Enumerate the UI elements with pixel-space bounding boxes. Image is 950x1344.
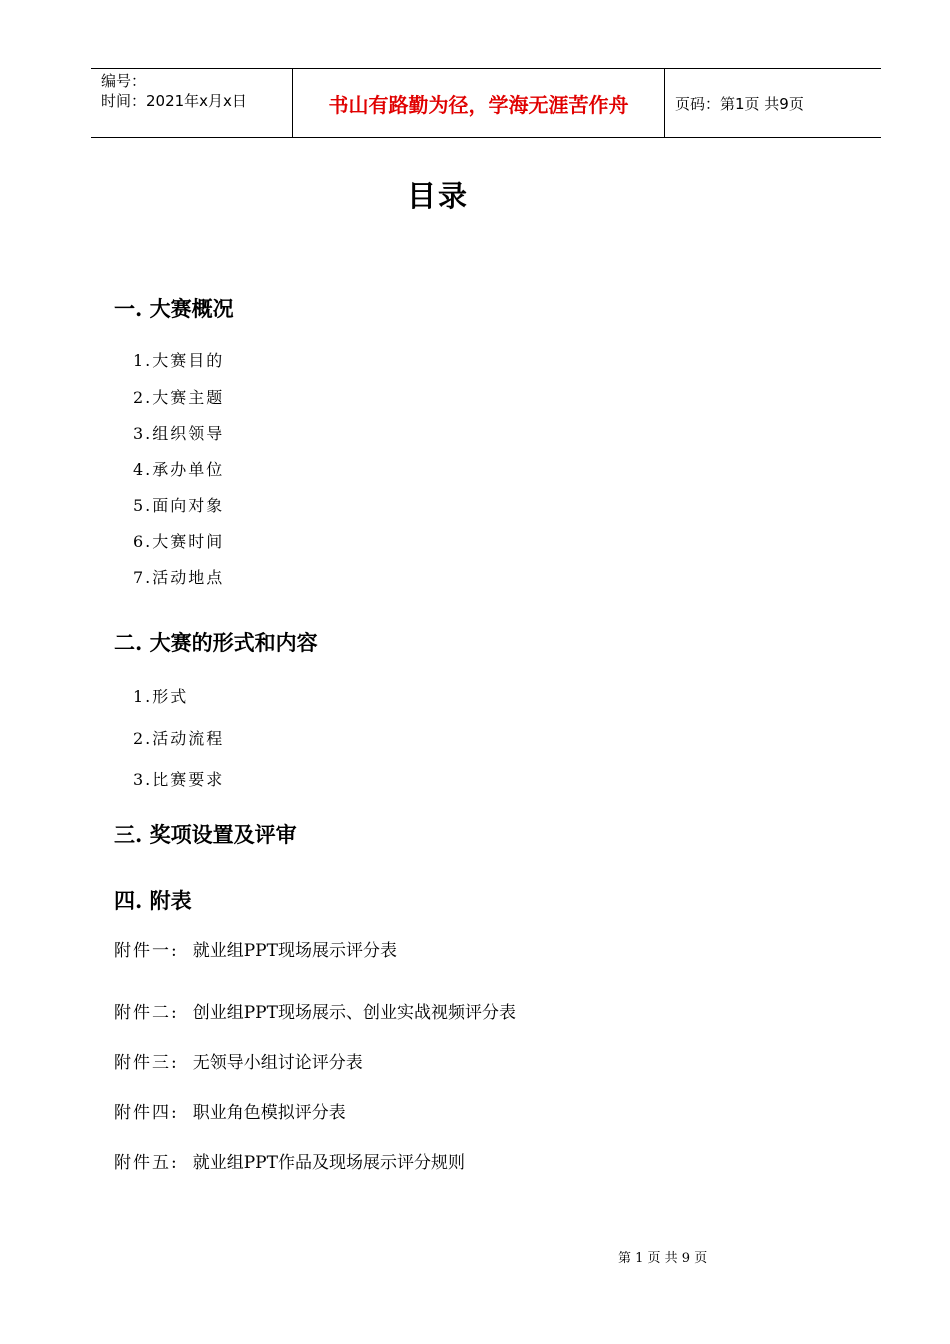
toc-item: 1.大赛目的	[133, 351, 225, 370]
attachment-title: 无领导小组讨论评分表	[192, 1053, 363, 1073]
attachment-item	[114, 936, 397, 961]
attachment-label: 附件一:	[114, 941, 179, 961]
page-footer: 第 1 页 共 9 页	[618, 1251, 708, 1266]
header-page-info: 页码：第1页 共9页	[675, 94, 804, 113]
section-heading-2: 二. 大赛的形式和内容	[114, 630, 318, 655]
toc-item: 2.活动流程	[133, 729, 225, 748]
attachment-title: 创业组PPT现场展示、创业实战视频评分表	[192, 1003, 516, 1023]
toc-item: 6.大赛时间	[133, 532, 225, 551]
toc-item: 3.比赛要求	[133, 770, 225, 789]
section-heading-3: 三. 奖项设置及评审	[114, 822, 297, 847]
toc-item: 7.活动地点	[133, 568, 225, 587]
toc-item: 3.组织领导	[133, 424, 225, 443]
time-label: 时间：2021年x月x日	[101, 92, 247, 110]
header-meta	[91, 69, 292, 137]
header-motto: 书山有路勤为径，学海无涯苦作舟	[292, 69, 665, 137]
attachment-label: 附件三:	[114, 1053, 179, 1073]
attachment-item	[114, 1098, 346, 1123]
toc-item: 1.形式	[133, 687, 189, 706]
attachment-item	[114, 998, 516, 1023]
attachment-item	[114, 1148, 465, 1173]
attachment-title: 就业组PPT作品及现场展示评分规则	[192, 1153, 465, 1173]
attachment-title: 职业角色模拟评分表	[192, 1103, 346, 1123]
attachment-title: 就业组PPT现场展示评分表	[192, 941, 397, 961]
toc-item: 5.面向对象	[133, 496, 225, 515]
page-header	[91, 68, 881, 138]
attachment-label: 附件四:	[114, 1103, 179, 1123]
toc-item: 4.承办单位	[133, 460, 225, 479]
serial-label: 编号：	[101, 72, 147, 90]
attachment-label: 附件五:	[114, 1153, 179, 1173]
toc-item: 2.大赛主题	[133, 388, 225, 407]
section-heading-4: 四. 附表	[114, 888, 192, 913]
page-title: 目录	[406, 179, 469, 213]
attachment-item	[114, 1048, 363, 1073]
section-heading-1: 一. 大赛概况	[114, 296, 234, 321]
attachment-label: 附件二:	[114, 1003, 179, 1023]
